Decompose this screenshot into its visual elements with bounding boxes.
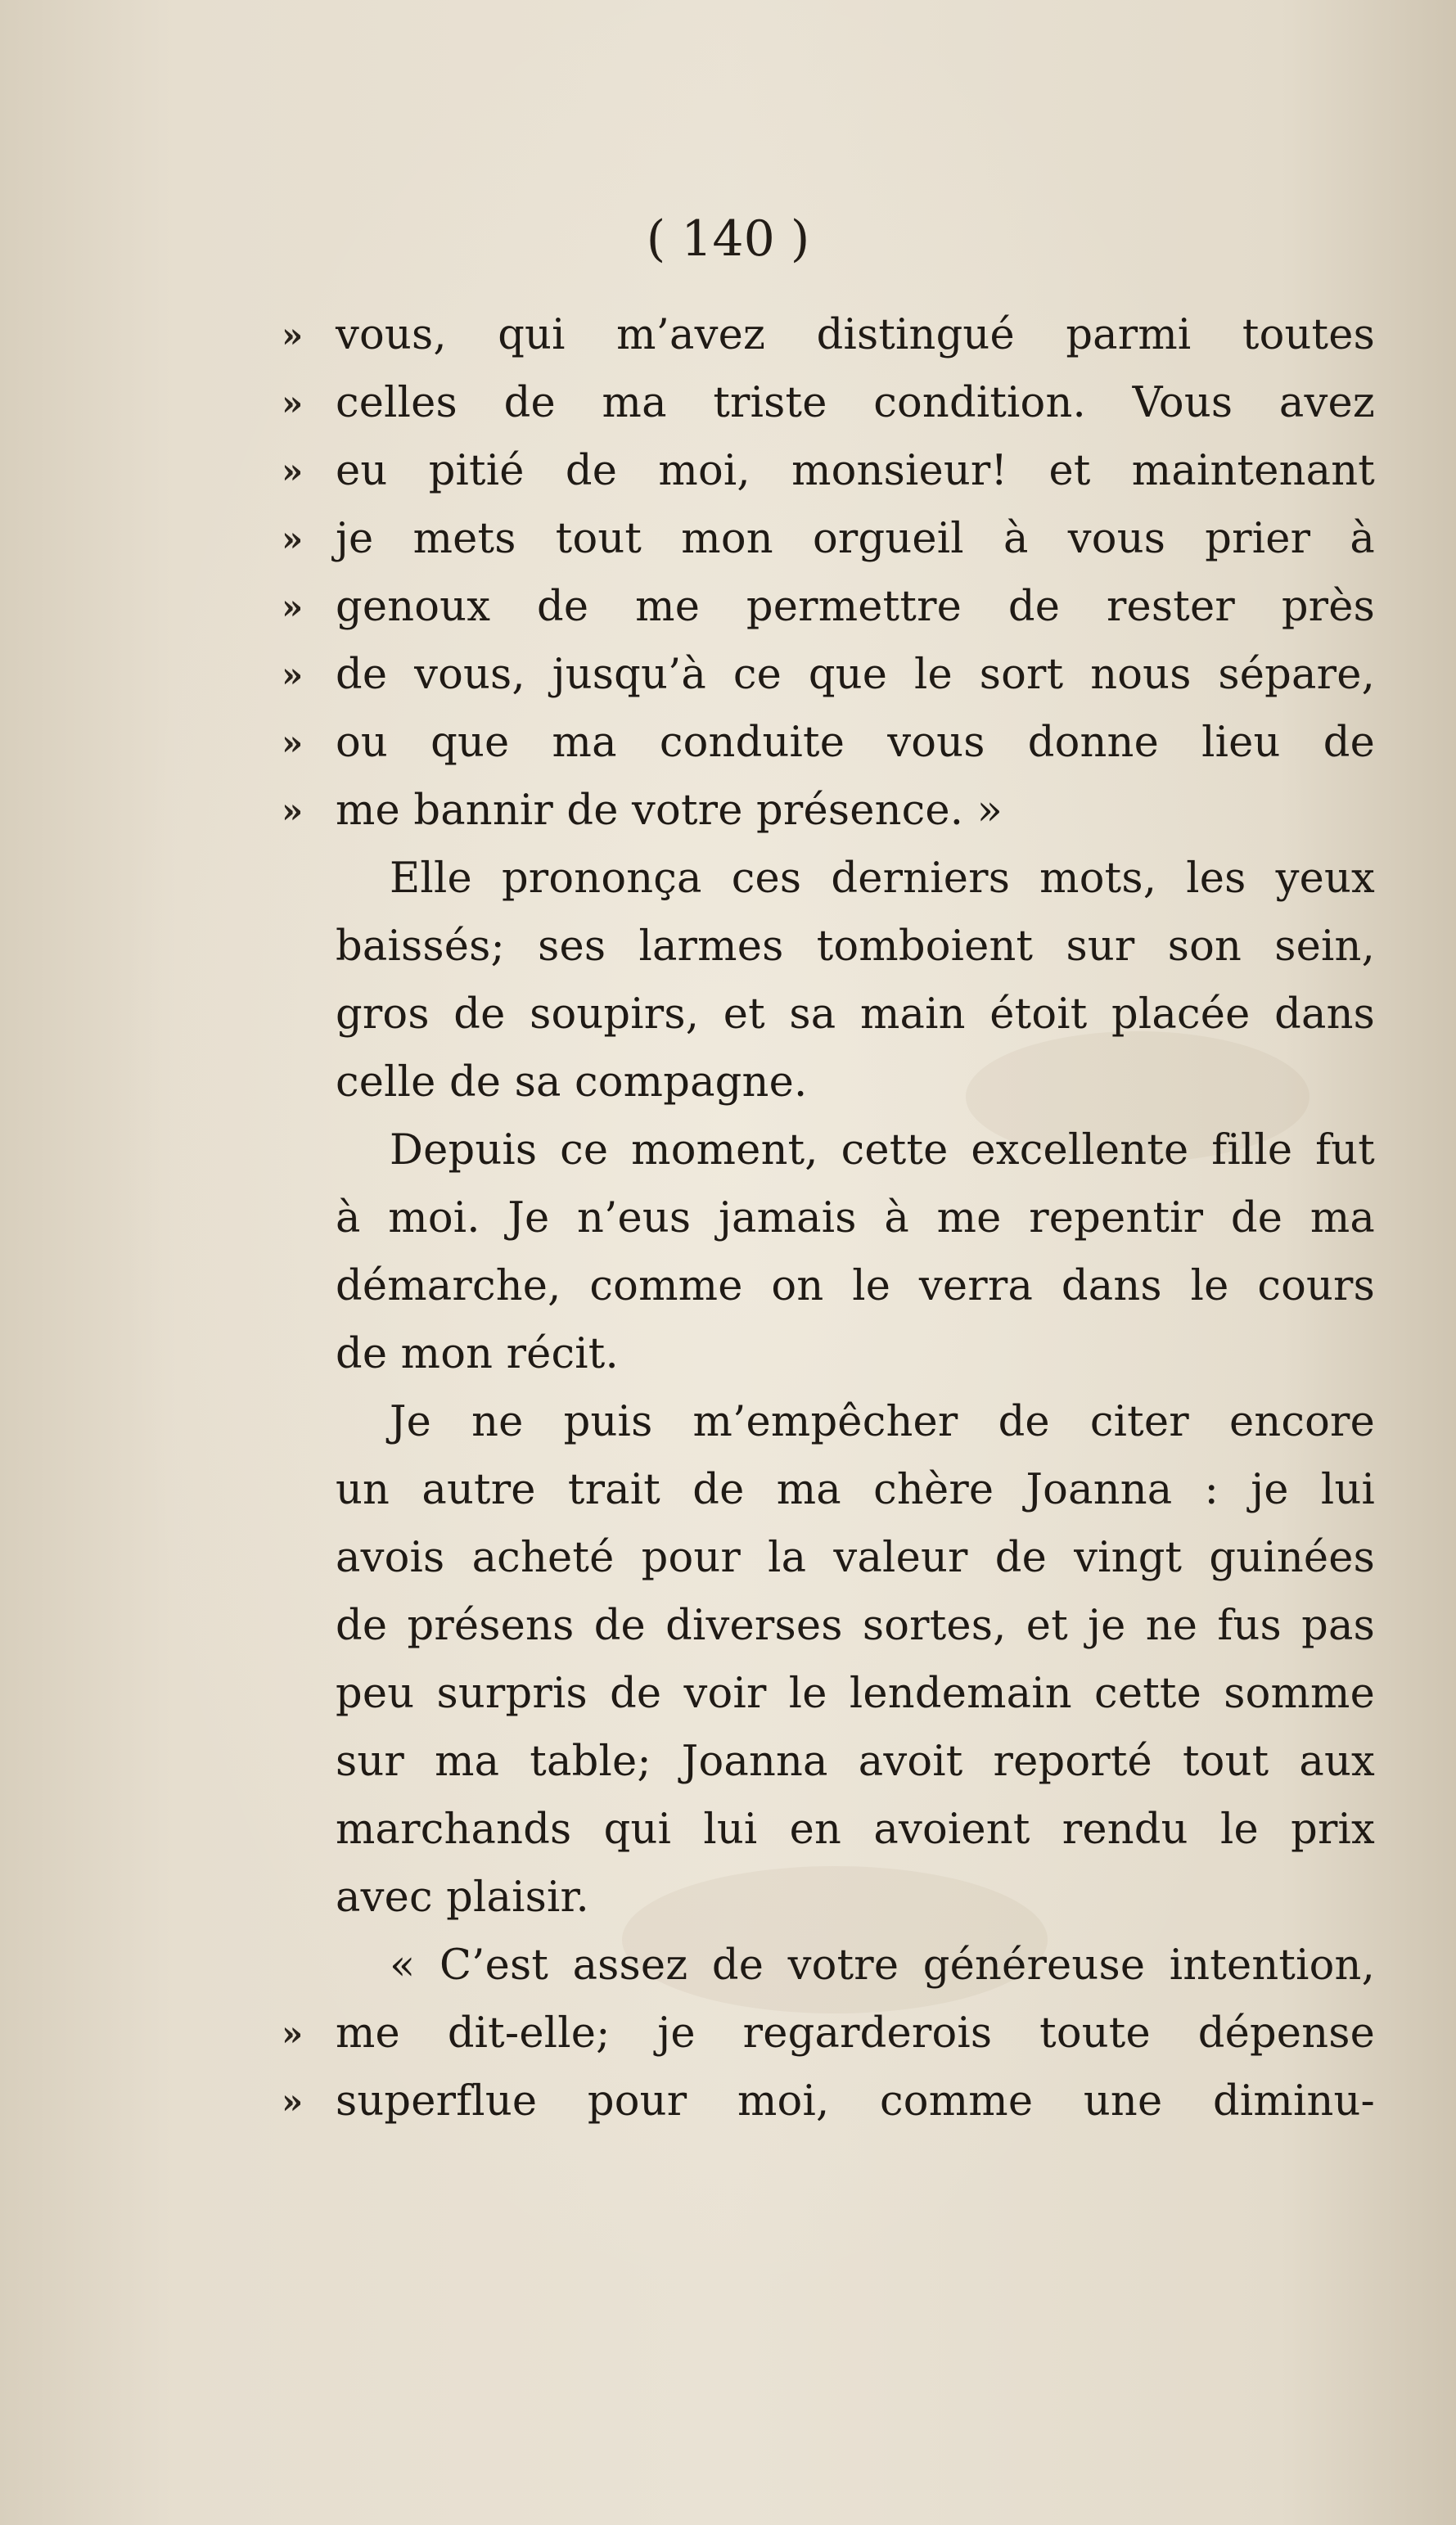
text-line [336,1660,1375,1728]
text-line [336,1388,1375,1456]
text-line [336,1728,1375,1796]
line-text: démarche, comme on le verra dans le cours [336,1262,1375,1310]
quote-mark: » [282,587,304,627]
text-block [282,301,1375,2135]
text-line [336,1864,1375,1932]
line-text: avec plaisir. [336,1873,589,1922]
text-line [336,845,1375,913]
line-text: sur ma table; Joanna avoit reporté tout aux [336,1738,1375,1786]
quote-mark: » [282,723,304,763]
line-text: à moi. Je n’eus jamais à me repentir de ma [336,1194,1375,1242]
text-line [282,641,1375,709]
text-line [282,777,1375,845]
line-text: gros de soupirs, et sa main étoit placée dans [336,990,1375,1039]
quote-mark: » [282,2081,304,2121]
line-text: de mon récit. [336,1330,619,1378]
quote-mark: » [282,383,304,423]
line-text: baissés; ses larmes tomboient sur son sein, [336,922,1375,971]
quote-mark: » [282,451,304,491]
line-text: de présens de diverses sortes, et je ne fus pas [336,1602,1375,1650]
line-text: Depuis ce moment, cette excellente fille fut [390,1126,1375,1175]
quote-mark: » [282,519,304,559]
text-line [336,1048,1375,1116]
line-text: marchands qui lui en avoient rendu le prix [336,1806,1375,1854]
line-text: celle de sa compagne. [336,1058,808,1107]
quote-mark: » [282,2013,304,2054]
text-line [336,1184,1375,1252]
text-line [336,981,1375,1048]
line-text: de vous, jusqu’à ce que le sort nous sépare, [336,651,1375,699]
text-line [282,2000,1375,2067]
page-number: ( 140 ) [646,210,810,268]
line-text: eu pitié de moi, monsieur! et maintenant [336,447,1375,495]
text-line [336,1252,1375,1320]
text-line [336,1796,1375,1864]
text-line [336,1932,1375,2000]
line-text: Elle prononça ces derniers mots, les yeux [390,854,1375,903]
line-text: Je ne puis m’empêcher de citer encore [390,1398,1375,1446]
text-line [336,1524,1375,1592]
line-text: vous, qui m’avez distingué parmi toutes [336,311,1375,359]
line-text: me bannir de votre présence. » [336,787,1003,835]
quote-mark: » [282,655,304,695]
line-text: celles de ma triste condition. Vous avez [336,379,1375,427]
text-line [282,2067,1375,2135]
line-text: me dit-elle; je regarderois toute dépense [336,2009,1375,2058]
line-text: superflue pour moi, comme une diminu- [336,2077,1375,2126]
text-line [336,1456,1375,1524]
text-line [336,913,1375,981]
line-text: peu surpris de voir le lendemain cette somme [336,1670,1375,1718]
text-line [282,505,1375,573]
text-line [282,437,1375,505]
text-line [282,709,1375,777]
line-text: je mets tout mon orgueil à vous prier à [336,515,1375,563]
text-line [336,1592,1375,1660]
quote-mark: » [282,315,304,355]
line-text: avois acheté pour la valeur de vingt guinées [336,1534,1375,1582]
line-text: « C’est assez de votre généreuse intention, [390,1941,1375,1990]
text-line [336,1116,1375,1184]
text-line [282,301,1375,369]
quote-mark: » [282,791,304,831]
line-text: un autre trait de ma chère Joanna : je lui [336,1466,1375,1514]
text-line [336,1320,1375,1388]
text-line [282,573,1375,641]
text-line [282,369,1375,437]
line-text: ou que ma conduite vous donne lieu de [336,719,1375,767]
line-text: genoux de me permettre de rester près [336,583,1375,631]
